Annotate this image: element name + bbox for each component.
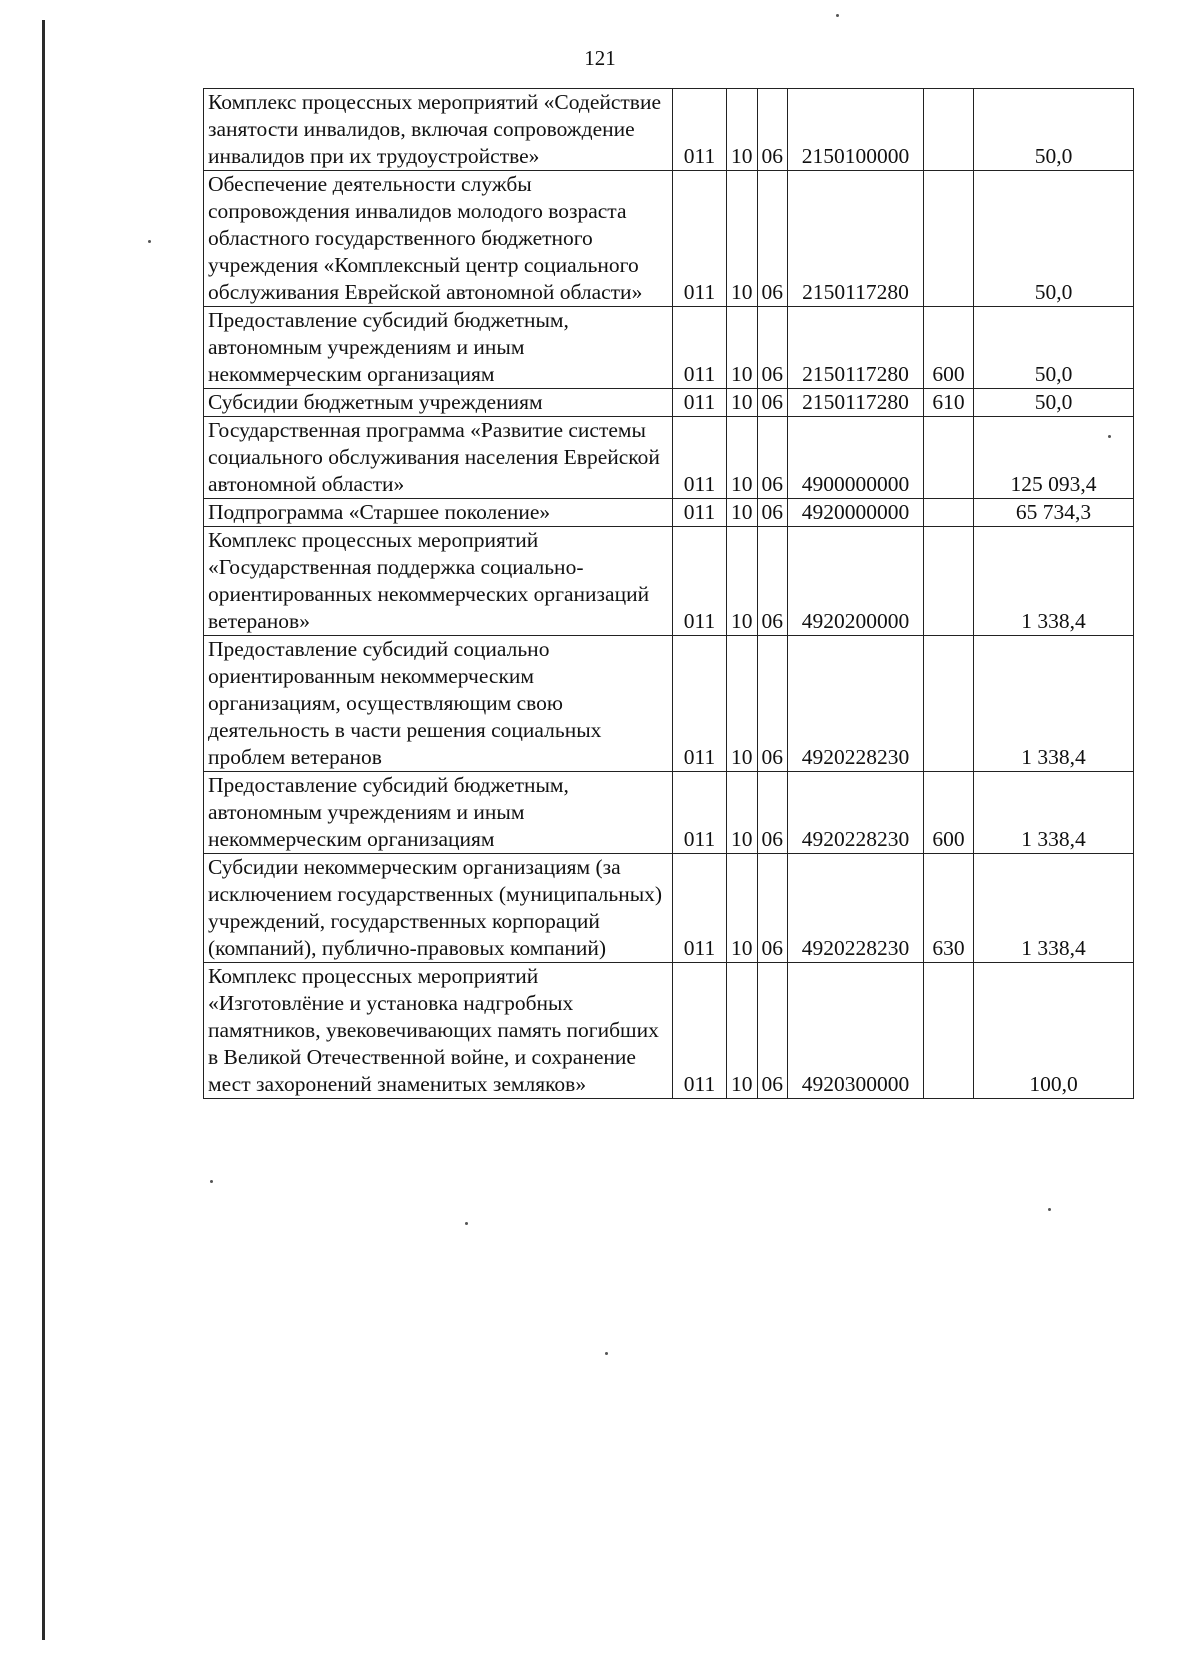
cell-vr: [924, 417, 974, 499]
cell-csr: 4920200000: [788, 527, 924, 636]
cell-csr: 2150100000: [788, 89, 924, 171]
scan-speck: [836, 14, 839, 17]
cell-rz: 10: [727, 854, 758, 963]
cell-pr: 06: [757, 499, 788, 527]
cell-name: Предоставление субсидий бюджетным, автономным учреждениям и иным некоммерческим организациям: [204, 307, 673, 389]
cell-csr: 4920300000: [788, 963, 924, 1099]
scan-speck: [210, 1180, 213, 1183]
cell-sum: 65 734,3: [974, 499, 1134, 527]
cell-pr: 06: [757, 854, 788, 963]
cell-csr: 4900000000: [788, 417, 924, 499]
cell-sum: 50,0: [974, 389, 1134, 417]
table-row: [204, 772, 1134, 854]
cell-vr: 600: [924, 772, 974, 854]
cell-vr: 600: [924, 307, 974, 389]
table-row: [204, 854, 1134, 963]
cell-pr: 06: [757, 636, 788, 772]
table-row: [204, 307, 1134, 389]
table-row: [204, 389, 1134, 417]
cell-sum: 125 093,4: [974, 417, 1134, 499]
table-row: [204, 171, 1134, 307]
scan-speck: [605, 1352, 608, 1355]
cell-sum: 1 338,4: [974, 527, 1134, 636]
cell-sum: 1 338,4: [974, 636, 1134, 772]
cell-sum: 1 338,4: [974, 772, 1134, 854]
scan-speck: [148, 240, 151, 243]
table-row: [204, 963, 1134, 1099]
cell-csr: 4920228230: [788, 636, 924, 772]
cell-grbs: 011: [673, 772, 727, 854]
cell-sum: 50,0: [974, 171, 1134, 307]
cell-grbs: 011: [673, 499, 727, 527]
scan-speck: [465, 1222, 468, 1225]
cell-pr: 06: [757, 417, 788, 499]
cell-rz: 10: [727, 963, 758, 1099]
table-row: [204, 89, 1134, 171]
cell-rz: 10: [727, 389, 758, 417]
cell-name: Государственная программа «Развитие системы социального обслуживания населения Еврейской автономной области»: [204, 417, 673, 499]
cell-pr: 06: [757, 963, 788, 1099]
cell-name: Комплекс процессных мероприятий «Изготовлёние и установка надгробных памятников, увековечивающих память погибших в Великой Отечественной войне, и сохранение мест захоронений знаменитых земляков»: [204, 963, 673, 1099]
cell-csr: 4920228230: [788, 854, 924, 963]
cell-pr: 06: [757, 307, 788, 389]
cell-grbs: 011: [673, 171, 727, 307]
cell-rz: 10: [727, 527, 758, 636]
cell-csr: 2150117280: [788, 389, 924, 417]
cell-vr: 630: [924, 854, 974, 963]
cell-sum: 100,0: [974, 963, 1134, 1099]
table-row: [204, 636, 1134, 772]
table-row: [204, 527, 1134, 636]
cell-sum: 50,0: [974, 89, 1134, 171]
cell-rz: 10: [727, 307, 758, 389]
cell-name: Предоставление субсидий социально ориентированным некоммерческим организациям, осуществляющим свою деятельность в части решения социальных проблем ветеранов: [204, 636, 673, 772]
cell-pr: 06: [757, 527, 788, 636]
cell-name: Субсидии бюджетным учреждениям: [204, 389, 673, 417]
cell-rz: 10: [727, 89, 758, 171]
cell-rz: 10: [727, 499, 758, 527]
cell-name: Комплекс процессных мероприятий «Государственная поддержка социально-ориентированных некоммерческих организаций ветеранов»: [204, 527, 673, 636]
cell-name: Предоставление субсидий бюджетным, автономным учреждениям и иным некоммерческим организациям: [204, 772, 673, 854]
cell-grbs: 011: [673, 636, 727, 772]
cell-name: Обеспечение деятельности службы сопровождения инвалидов молодого возраста областного государственного бюджетного учреждения «Комплексный центр социального обслуживания Еврейской автономной области»: [204, 171, 673, 307]
table-row: [204, 499, 1134, 527]
scan-speck: [1108, 435, 1111, 438]
scan-edge: [42, 20, 45, 1640]
scan-speck: [1048, 1208, 1051, 1211]
cell-grbs: 011: [673, 389, 727, 417]
cell-csr: 2150117280: [788, 171, 924, 307]
cell-grbs: 011: [673, 307, 727, 389]
cell-grbs: 011: [673, 963, 727, 1099]
cell-csr: 4920228230: [788, 772, 924, 854]
cell-pr: 06: [757, 389, 788, 417]
cell-vr: [924, 636, 974, 772]
cell-sum: 50,0: [974, 307, 1134, 389]
cell-rz: 10: [727, 417, 758, 499]
cell-sum: 1 338,4: [974, 854, 1134, 963]
cell-rz: 10: [727, 772, 758, 854]
cell-grbs: 011: [673, 417, 727, 499]
budget-table: [203, 88, 1134, 1099]
cell-pr: 06: [757, 89, 788, 171]
cell-vr: [924, 499, 974, 527]
cell-csr: 2150117280: [788, 307, 924, 389]
cell-grbs: 011: [673, 854, 727, 963]
table-row: [204, 417, 1134, 499]
cell-vr: [924, 963, 974, 1099]
cell-grbs: 011: [673, 527, 727, 636]
cell-rz: 10: [727, 636, 758, 772]
cell-vr: [924, 171, 974, 307]
page-number: 121: [584, 46, 616, 70]
cell-name: Субсидии некоммерческим организациям (за исключением государственных (муниципальных) учреждений, государственных корпораций (компаний), публично-правовых компаний): [204, 854, 673, 963]
cell-name: Комплекс процессных мероприятий «Содействие занятости инвалидов, включая сопровождение инвалидов при их трудоустройстве»: [204, 89, 673, 171]
cell-pr: 06: [757, 772, 788, 854]
cell-grbs: 011: [673, 89, 727, 171]
cell-pr: 06: [757, 171, 788, 307]
cell-csr: 4920000000: [788, 499, 924, 527]
cell-vr: [924, 527, 974, 636]
cell-rz: 10: [727, 171, 758, 307]
cell-vr: 610: [924, 389, 974, 417]
cell-vr: [924, 89, 974, 171]
cell-name: Подпрограмма «Старшее поколение»: [204, 499, 673, 527]
